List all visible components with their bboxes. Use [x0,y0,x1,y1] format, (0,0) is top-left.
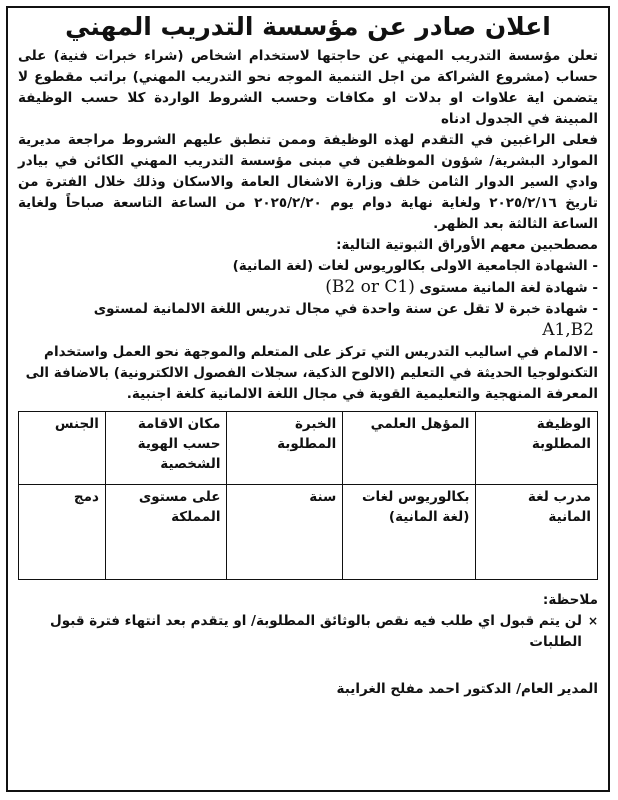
language-cert-text: - شهادة لغة المانية مستوى [419,280,598,296]
note-bullet-icon: × [587,614,598,628]
header-experience: الخبرة المطلوبة [227,412,343,485]
header-residence: مكان الاقامة حسب الهوية الشخصية [105,412,227,485]
announcement-title: اعلان صادر عن مؤسسة التدريب المهني [65,12,551,41]
signature: المدير العام/ الدكتور احمد مفلح الغرايبة [336,681,598,697]
note-text: لن يتم قبول اي طلب فيه نقص بالوثائق المطلوبة/ او يتقدم بعد انتهاء فترة قبول الطلبات [50,613,582,650]
document-item-teaching-methods: - الالمام في اساليب التدريس التي تركز على المتعلم والموجهة نحو العمل واستخدام التكنولوجيا الحديثة في التعليم (الالوح الذكية، سجلات الفصول الالكترونية) بالاضافة الى المعرفة المنهجية والتعليمية القوية في مجال اللغة الالمانية كلغة اجنبية. [25,344,598,402]
announcement-page [6,6,610,792]
header-job-title: الوظيفة المطلوبة [476,412,598,485]
jobs-table [18,411,598,580]
documents-heading: مصطحبين معهم الأوراق الثبوتية التالية: [336,237,598,253]
experience-cert-level: A1,B2 [542,320,594,340]
documents-list [18,256,598,405]
cell-qualification: بكالوريوس لغات (لغة المانية) [343,485,476,580]
language-cert-level: (B2 or C1) [325,277,415,297]
intro-paragraph: تعلن مؤسسة التدريب المهني عن حاجتها لاستخدام اشخاص (شراء خبرات فنية) على حساب (مشروع الشراكة من اجل التنمية الموجه نحو التدريب المهني) براتب مقطوع لا يتضمن اية علاوات او بدلات او مكافات وحسب الشروط الواردة كلا حسب الوظيفة المبينة في الجدول ادناه [18,48,598,127]
notes-title: ملاحظة: [542,592,598,608]
header-qualification: المؤهل العلمي [343,412,476,485]
cell-residence: على مستوى المملكة [105,485,227,580]
table-header-row [19,412,598,485]
experience-cert-text: - شهادة خبرة لا تقل عن سنة واحدة في مجال تدريس اللغة الالمانية لمستوى [93,301,598,317]
application-paragraph: فعلى الراغبين في التقدم لهذه الوظيفة وممن تنطبق عليهم الشروط مراجعة مديرية الموارد البشرية/ شؤون الموظفين في مبنى مؤسسة التدريب المهني الكائن في بيادر وادي السير الدوار الثامن خلف وزارة الاشغال العامة والاسكان وذلك خلال الفترة من تاريخ ٢٠٢٥/٢/١٦ ولغاية نهاية دوام يوم ٢٠٢٥/٢/٢٠ من الساعة التاسعة صباحاً ولغاية الساعة الثالثة بعد الظهر. [18,132,598,232]
table-row [19,485,598,580]
cell-experience: سنة [227,485,343,580]
note-item [18,611,598,653]
document-item-degree: - الشهادة الجامعية الاولى بكالوريوس لغات (لغة المانية) [232,258,598,274]
header-gender: الجنس [19,412,106,485]
cell-job-title: مدرب لغة المانية [476,485,598,580]
document-item-language-cert [18,277,598,299]
document-item-experience-cert [18,299,598,342]
cell-gender: دمج [19,485,106,580]
